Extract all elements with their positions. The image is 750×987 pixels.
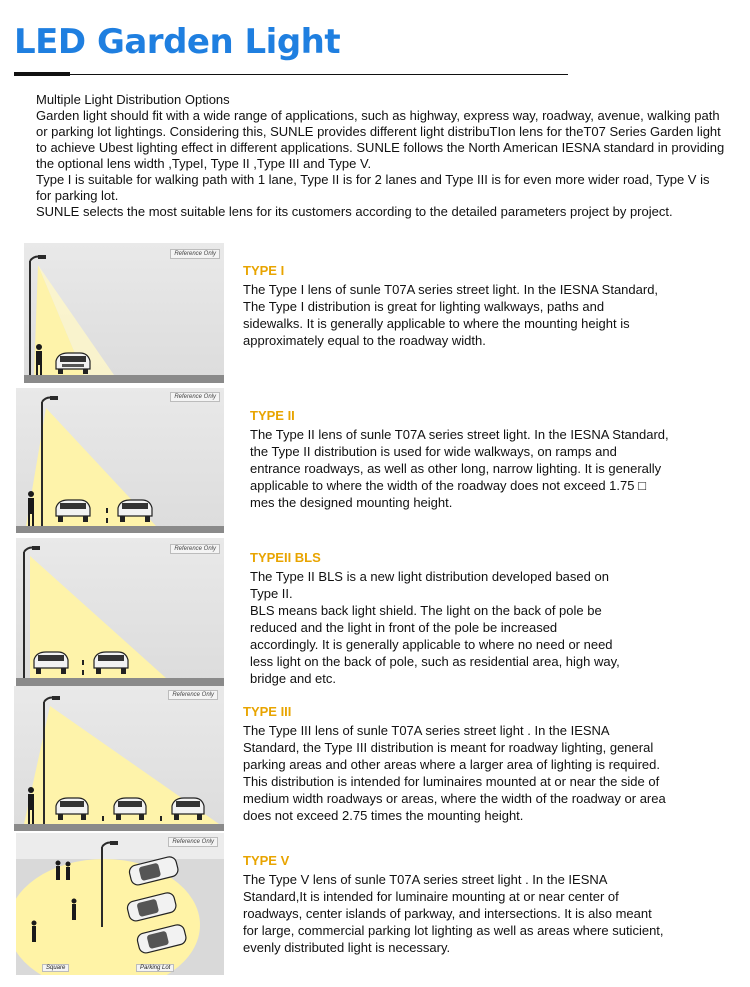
reference-only-tag: Reference Only	[170, 392, 220, 402]
type-i-body: The Type I lens of sunle T07A series street light. In the IESNA Standard, The Type I distribution is great for lighting walkways, paths and sidewalks. It is generally applicable to where the mounting height is approximately equal to the roadway width.	[243, 282, 659, 348]
type-ii-bls-body: The Type II BLS is a new light distribution developed based on Type II. BLS means back light shield. The light on the back of pole be reduced and the light in front of the pole be increased accordingly. It is generally applicable to where no need or need less light on the back of pole, such as residential area, high way, bridge and etc.	[250, 569, 620, 686]
reference-only-tag: Reference Only	[170, 249, 220, 259]
type-ii-bls-illustration	[16, 538, 224, 686]
reference-only-tag: Reference Only	[168, 690, 218, 700]
type-v-description	[243, 853, 738, 956]
type-ii-illustration	[16, 388, 224, 533]
type-v-body: The Type V lens of sunle T07A series street light . In the IESNA Standard,It is intended for luminaire mounting at or near center of roadways, center islands of parkway, and intersections. It is also meant for large, commercial parking lot lighting as well as areas where suticient, evenly distributed light is necessary.	[243, 872, 664, 955]
title-underline-accent	[14, 72, 70, 76]
intro-text	[36, 92, 726, 220]
type-i-illustration	[24, 243, 224, 383]
type-ii-bls-description	[250, 550, 740, 687]
intro-paragraph: Garden light should fit with a wide range of applications, such as highway, express way, roadway, avenue, walking path or parking lot lightings. Considering this, SUNLE provides different light distribuTIon lens for theT07 Series Garden light to achieve Ubest lighting effect in different applications. SUNLE follows the North American IESNA standard in providing the optional lens width ,TypeI, Type II ,Type III and Type V.	[36, 108, 725, 171]
type-iii-body: The Type III lens of sunle T07A series street light . In the IESNA Standard, the Type III distribution is meant for roadway lighting, general parking areas and other areas where a larger area of lighting is required. This distribution is intended for luminaires mounted at or near the side of medium width roadways or areas, where the width of the roadway or area does not exceed 2.75 times the mounting height.	[243, 723, 666, 823]
type-iii-illustration	[14, 686, 224, 831]
reference-only-tag: Reference Only	[168, 837, 218, 847]
type-ii-bls-heading: TYPEII BLS	[250, 550, 321, 565]
intro-paragraph: Type I is suitable for walking path with 1 lane, Type II is for 2 lanes and Type III is for even more wider road, Type V is for parking lot.	[36, 172, 710, 203]
type-ii-description	[250, 408, 740, 511]
type-ii-body: The Type II lens of sunle T07A series street light. In the IESNA Standard, the Type II distribution is used for wide walkways, on ramps and entrance roadways, as well as other long, narrow lighting. It is generally applicable to where the width of the roadway does not exceed 1.75 □ mes the designed mounting height.	[250, 427, 669, 510]
reference-only-tag: Reference Only	[170, 544, 220, 554]
type-ii-heading: TYPE II	[250, 408, 295, 423]
intro-heading: Multiple Light Distribution Options	[36, 92, 230, 107]
title-underline	[70, 74, 568, 75]
page-title: LED Garden Light	[14, 22, 341, 62]
type-v-heading: TYPE V	[243, 853, 290, 868]
intro-paragraph: SUNLE selects the most suitable lens for its customers according to the detailed parameters project by project.	[36, 204, 673, 219]
square-label: Square	[42, 964, 69, 972]
type-v-illustration	[16, 833, 224, 975]
type-i-heading: TYPE I	[243, 263, 285, 278]
parking-lot-label: Parking Lot	[136, 964, 174, 972]
type-i-description	[243, 263, 733, 349]
type-iii-description	[243, 704, 738, 824]
type-iii-heading: TYPE III	[243, 704, 292, 719]
